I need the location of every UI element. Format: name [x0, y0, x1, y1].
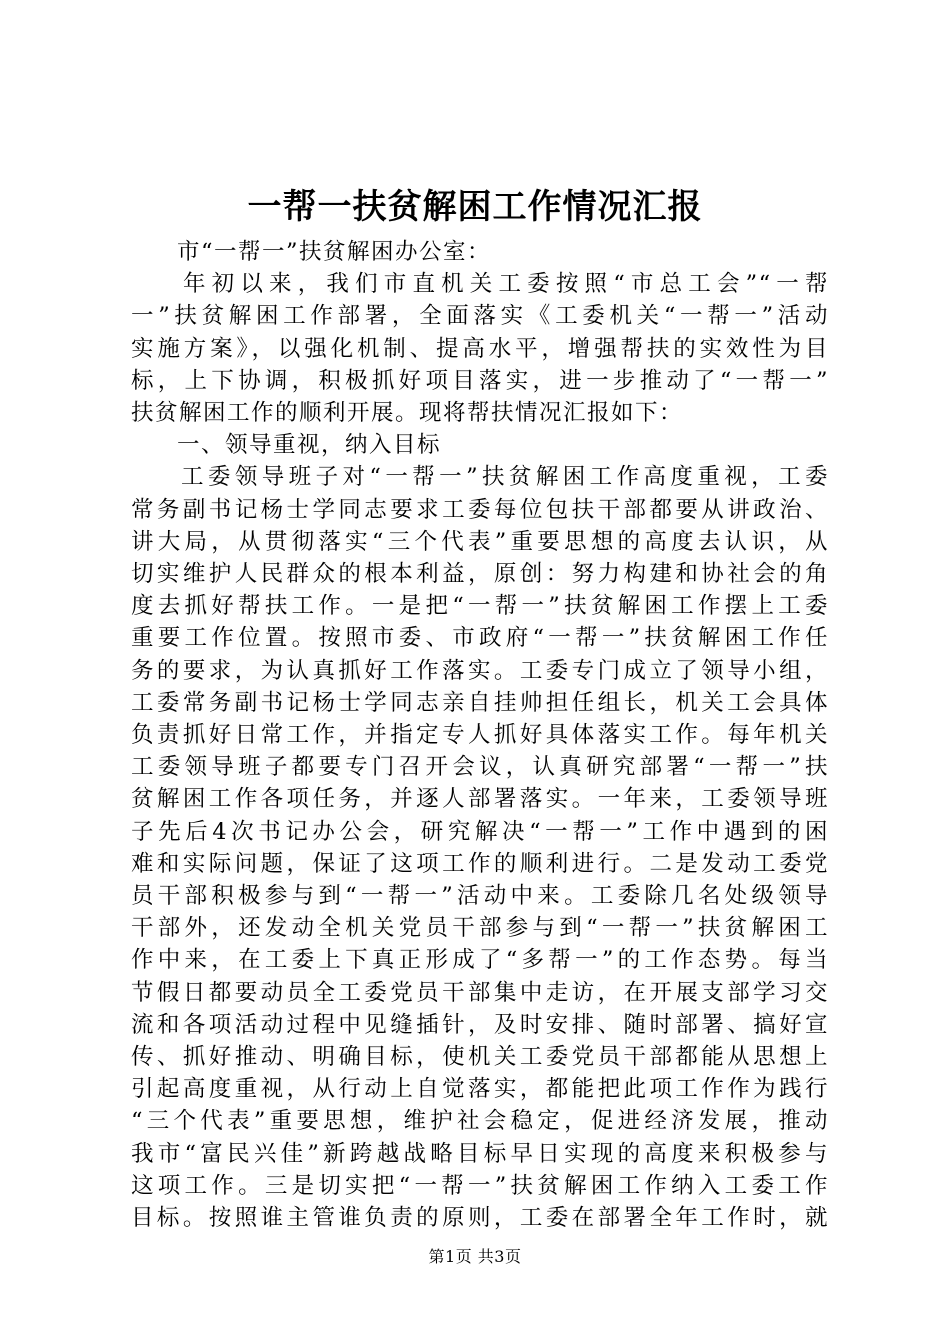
paragraph-line: 标，上下协调，积极抓好项目落实，进一步推动了“一帮一”	[131, 367, 829, 394]
paragraph-line: 重要工作位置。按照市委、市政府“一帮一”扶贫解困工作任	[131, 625, 829, 652]
paragraph-line: 度去抓好帮扶工作。一是把“一帮一”扶贫解困工作摆上工委	[131, 593, 829, 620]
paragraph-line: 扶贫解困工作的顺利开展。现将帮扶情况汇报如下：	[131, 400, 684, 427]
paragraph-line: 讲大局，从贯彻落实“三个代表”重要思想的高度去认识，从	[131, 528, 829, 555]
paragraph-line: 工委常务副书记杨士学同志亲自挂帅担任组长，机关工会具体	[131, 689, 829, 716]
page-number-footer: 第1页 共3页	[428, 1247, 522, 1266]
paragraph-line: 这项工作。三是切实把“一帮一”扶贫解困工作纳入工委工作	[131, 1172, 829, 1199]
paragraph-line: 务的要求，为认真抓好工作落实。工委专门成立了领导小组，	[131, 657, 829, 684]
paragraph-line: 一”扶贫解困工作部署，全面落实《工委机关“一帮一”活动	[131, 303, 829, 330]
salutation: 市“一帮一”扶贫解困办公室：	[177, 239, 492, 265]
paragraph-line: 作中来，在工委上下真正形成了“多帮一”的工作态势。每当	[131, 947, 829, 974]
paragraph-line: 贫解困工作各项任务，并逐人部署落实。一年来，工委领导班	[131, 786, 829, 813]
paragraph-line: “三个代表”重要思想，维护社会稳定，促进经济发展，推动	[131, 1108, 829, 1135]
paragraph-line: 切实维护人民群众的根本利益，原创：努力构建和协社会的角	[131, 561, 829, 588]
paragraph-line: 子先后4次书记办公会，研究解决“一帮一”工作中遇到的困	[131, 818, 829, 845]
paragraph-line: 传、抓好推动、明确目标，使机关工委党员干部都能从思想上	[131, 1044, 829, 1071]
section-heading: 一、领导重视，纳入目标	[177, 432, 442, 459]
document-body	[131, 236, 829, 1234]
paragraph-line: 员干部积极参与到“一帮一”活动中来。工委除几名处级领导	[131, 883, 829, 910]
paragraph-line: 负责抓好日常工作，并指定专人抓好具体落实工作。每年机关	[131, 722, 829, 749]
paragraph-line: 流和各项活动过程中见缝插针，及时安排、随时部署、搞好宣	[131, 1011, 829, 1038]
paragraph-line: 工委领导班子都要专门召开会议，认真研究部署“一帮一”扶	[131, 754, 829, 781]
paragraph-line: 工委领导班子对“一帮一”扶贫解困工作高度重视，工委	[181, 464, 829, 491]
paragraph-line: 年初以来，我们市直机关工委按照“市总工会”“一帮	[183, 271, 829, 298]
paragraph-line: 难和实际问题，保证了这项工作的顺利进行。二是发动工委党	[131, 850, 829, 877]
paragraph-line: 我市“富民兴佳”新跨越战略目标早日实现的高度来积极参与	[131, 1140, 829, 1167]
document-title: 一帮一扶贫解困工作情况汇报	[247, 187, 703, 227]
paragraph-line: 实施方案》，以强化机制、提高水平，增强帮扶的实效性为目	[131, 335, 829, 362]
paragraph-line: 常务副书记杨士学同志要求工委每位包扶干部都要从讲政治、	[131, 496, 829, 523]
paragraph-line: 干部外，还发动全机关党员干部参与到“一帮一”扶贫解困工	[131, 915, 829, 942]
paragraph-line: 目标。按照谁主管谁负责的原则，工委在部署全年工作时，就	[131, 1205, 829, 1232]
paragraph-line: 引起高度重视，从行动上自觉落实，都能把此项工作作为践行	[131, 1076, 829, 1103]
paragraph-line: 节假日都要动员全工委党员干部集中走访，在开展支部学习交	[131, 979, 829, 1006]
